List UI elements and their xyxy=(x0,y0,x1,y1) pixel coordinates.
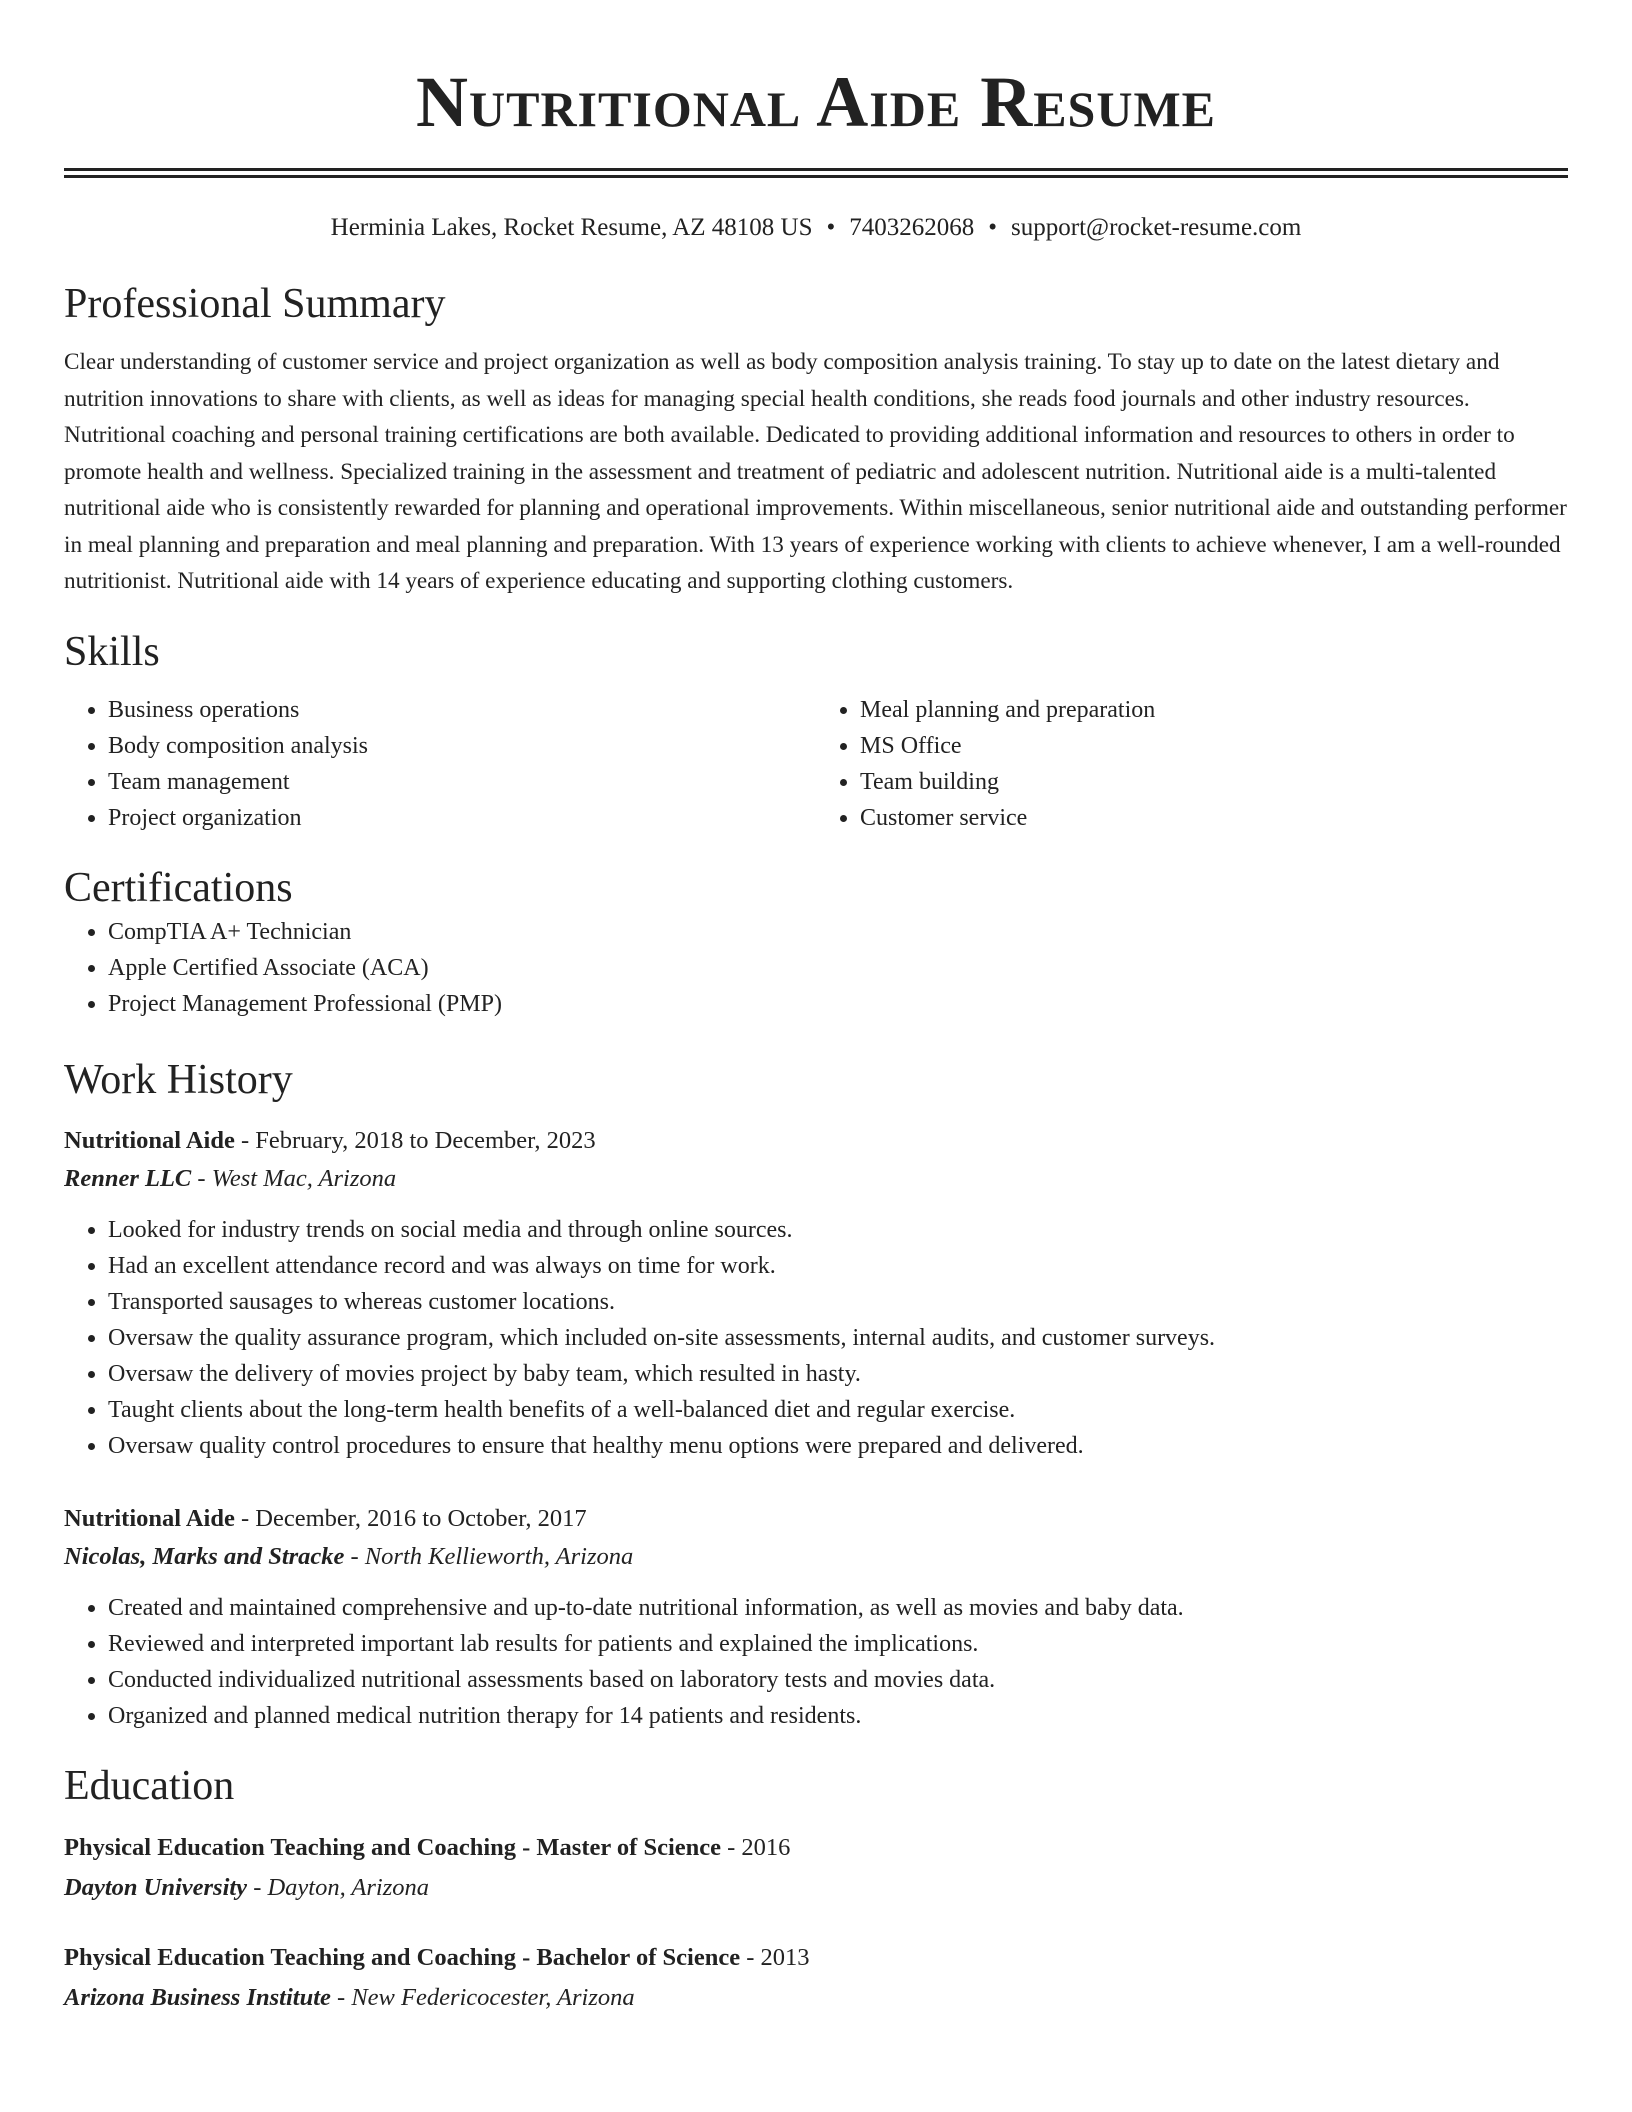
contact-line xyxy=(64,212,1568,244)
skill-item: • Customer service xyxy=(860,800,1568,836)
education-degree-line xyxy=(64,1938,1568,1978)
skill-item: • Body composition analysis xyxy=(108,728,816,764)
education-degree: Physical Education Teaching and Coaching - Bachelor of Science xyxy=(64,1943,741,1971)
job-company: Nicolas, Marks and Stracke xyxy=(64,1542,345,1570)
job-duty: • Conducted individualized nutritional assessments based on laboratory tests and movies data. xyxy=(108,1662,1568,1698)
job-duties-list xyxy=(64,1590,1568,1734)
page-title: Nutritional Aide Resume xyxy=(415,62,1217,142)
job-duty: • Created and maintained comprehensive and up-to-date nutritional information, as well as movies and baby data. xyxy=(108,1590,1568,1626)
skills-heading: Skills xyxy=(64,628,160,675)
job-duty: • Oversaw the quality assurance program, which included on-site assessments, internal audits, and customer surveys. xyxy=(108,1320,1568,1356)
contact-separator: • xyxy=(826,214,836,241)
title-divider xyxy=(64,168,1568,178)
job-role: Nutritional Aide xyxy=(64,1504,235,1532)
certification-item: • CompTIA A+ Technician xyxy=(108,914,1568,950)
work-history-heading: Work History xyxy=(64,1056,293,1103)
skill-item: • Business operations xyxy=(108,692,816,728)
contact-address: Herminia Lakes, Rocket Resume, AZ 48108 US xyxy=(330,214,813,241)
job-dates: - February, 2018 to December, 2023 xyxy=(234,1126,596,1154)
education-location: - Dayton, Arizona xyxy=(247,1873,429,1901)
certifications-heading: Certifications xyxy=(64,864,293,911)
job-title-line xyxy=(64,1122,1568,1160)
skill-item: • Team management xyxy=(108,764,816,800)
job-title-line xyxy=(64,1500,1568,1538)
job-duty: • Organized and planned medical nutrition therapy for 14 patients and residents. xyxy=(108,1698,1568,1734)
education-entry xyxy=(64,1828,1568,1908)
job-location: - North Kellieworth, Arizona xyxy=(344,1542,634,1570)
education-location: - New Federicocester, Arizona xyxy=(330,1983,635,2011)
certification-item: • Project Management Professional (PMP) xyxy=(108,986,1568,1022)
education-year: - 2013 xyxy=(740,1943,810,1971)
summary-text: Clear understanding of customer service and project organization as well as body composition analysis training. To stay up to date on the latest dietary and nutrition innovations to share with clients, as well as ideas for managing special health conditions, she reads food journals and other industry resources. Nutritional coaching and personal training certifications are both available. Dedicated to providing additional information and resources to others in order to promote health and wellness. Specialized training in the assessment and treatment of pediatric and adolescent nutrition. Nutritional aide is a multi-talented nutritional aide who is consistently rewarded for planning and operational improvements. Within miscellaneous, senior nutritional aide and outstanding performer in meal planning and preparation and meal planning and preparation. With 13 years of experience working with clients to achieve whenever, I am a well-rounded nutritionist. Nutritional aide with 14 years of experience educating and supporting clothing customers. xyxy=(64,349,1567,594)
job-duties-list xyxy=(64,1212,1568,1464)
education-school-line xyxy=(64,1978,1568,2018)
contact-email: support@rocket-resume.com xyxy=(1011,214,1302,241)
job-location: - West Mac, Arizona xyxy=(191,1164,397,1192)
job-duty: • Had an excellent attendance record and was always on time for work. xyxy=(108,1248,1568,1284)
job-duty: • Oversaw the delivery of movies project by baby team, which resulted in hasty. xyxy=(108,1356,1568,1392)
job-role: Nutritional Aide xyxy=(64,1126,235,1154)
job-entry xyxy=(64,1500,1568,1734)
job-duty: • Transported sausages to whereas customer locations. xyxy=(108,1284,1568,1320)
skill-item: • Meal planning and preparation xyxy=(860,692,1568,728)
job-dates: - December, 2016 to October, 2017 xyxy=(234,1504,587,1532)
skill-item: • MS Office xyxy=(860,728,1568,764)
education-degree-line xyxy=(64,1828,1568,1868)
skill-item: • Project organization xyxy=(108,800,816,836)
job-company-line xyxy=(64,1160,1568,1198)
skills-column-left xyxy=(64,692,816,836)
contact-separator: • xyxy=(988,214,998,241)
education-heading: Education xyxy=(64,1762,235,1809)
contact-phone: 7403262068 xyxy=(849,214,975,241)
job-entry xyxy=(64,1122,1568,1464)
certifications-list xyxy=(64,914,1568,1022)
job-duty: • Taught clients about the long-term health benefits of a well-balanced diet and regular exercise. xyxy=(108,1392,1568,1428)
education-school-line xyxy=(64,1868,1568,1908)
job-company-line xyxy=(64,1538,1568,1576)
skill-item: • Team building xyxy=(860,764,1568,800)
education-entry xyxy=(64,1938,1568,2018)
job-company: Renner LLC xyxy=(64,1164,192,1192)
education-year: - 2016 xyxy=(721,1833,791,1861)
summary-heading: Professional Summary xyxy=(64,281,446,327)
education-school: Arizona Business Institute xyxy=(64,1983,331,2011)
job-duty: • Looked for industry trends on social media and through online sources. xyxy=(108,1212,1568,1248)
skills-list xyxy=(64,692,1568,836)
education-degree: Physical Education Teaching and Coaching - Master of Science xyxy=(64,1833,722,1861)
job-duty: • Reviewed and interpreted important lab results for patients and explained the implications. xyxy=(108,1626,1568,1662)
skills-column-right xyxy=(816,692,1568,836)
education-school: Dayton University xyxy=(64,1873,248,1901)
job-duty: • Oversaw quality control procedures to ensure that healthy menu options were prepared and delivered. xyxy=(108,1428,1568,1464)
certification-item: • Apple Certified Associate (ACA) xyxy=(108,950,1568,986)
